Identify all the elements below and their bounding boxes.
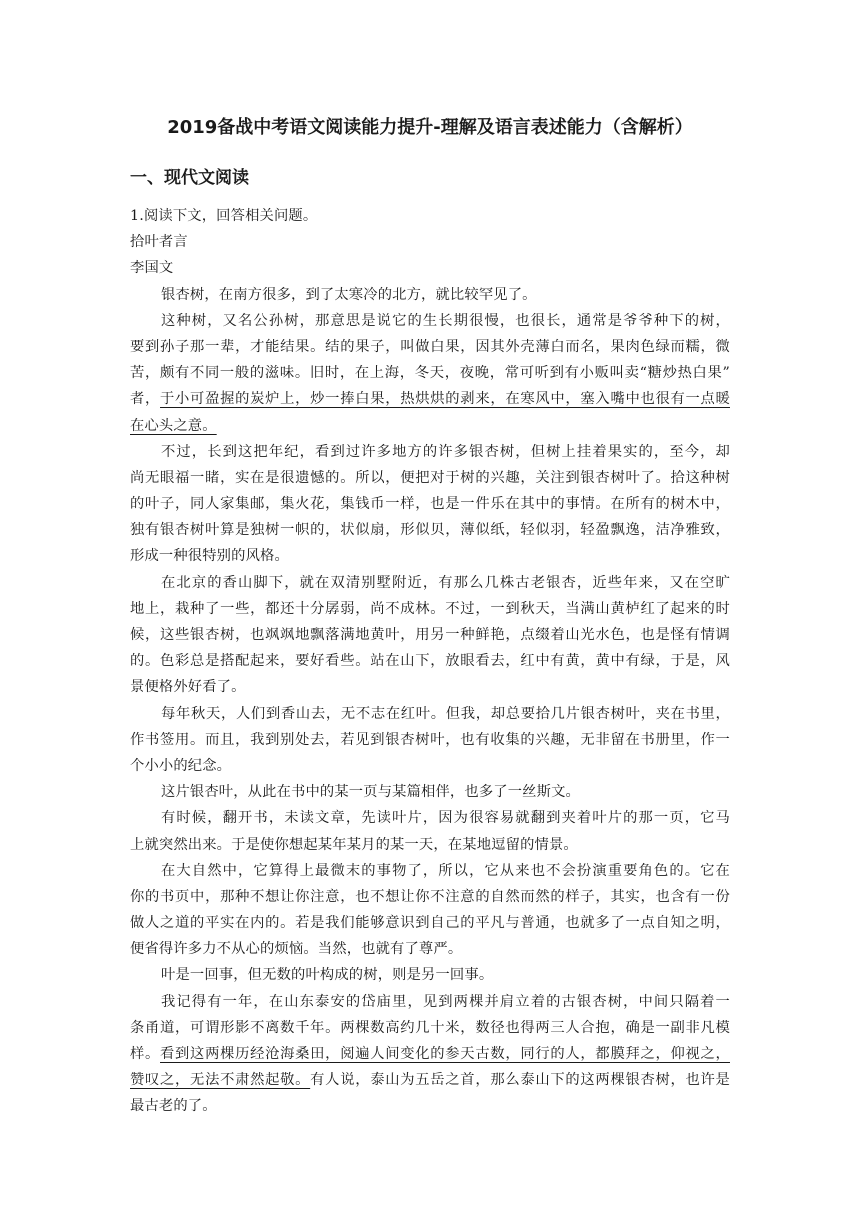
paragraph-line: 在大自然中，它算得上最微末的事物了，所以，它从来也不会扮演重要角色的。它在 bbox=[161, 862, 730, 879]
paragraph-1 bbox=[130, 282, 730, 308]
paragraph-5 bbox=[130, 701, 730, 780]
paragraph-line: 条甬道，可谓形影不离数千年。两棵数高约几十米，数径也得两三人合抱，确是一副非凡模 bbox=[130, 1019, 730, 1036]
paragraph-line: 有时候，翻开书，未读文章，先读叶片，因为很容易就翻到夹着叶片的那一页，它马 bbox=[161, 810, 730, 827]
paragraph-line: 最古老的了。 bbox=[130, 1098, 217, 1115]
paragraph-line: 银杏树，在南方很多，到了太寒冷的北方，就比较罕见了。 bbox=[161, 286, 537, 303]
paragraph-line: 候，这些银杏树，也飒飒地飘落满地黄叶，用另一种鲜艳，点缀着山光水色，也是怪有情调 bbox=[130, 627, 730, 643]
text-run: 有人说，泰山为五岳之首，那么泰山下的这两棵银杏树，也许是 bbox=[310, 1072, 730, 1089]
paragraph-line bbox=[130, 1067, 730, 1093]
paragraph-line: 我记得有一年，在山东泰安的岱庙里，见到两棵并肩立着的古银杏树，中间只隔着一 bbox=[161, 993, 730, 1010]
paragraph-line: 在北京的香山脚下，就在双清别墅附近，有那么几株古老银杏，近些年来，又在空旷 bbox=[161, 574, 730, 591]
document-title: 2019备战中考语文阅读能力提升-理解及语言表述能力（含解析） bbox=[167, 117, 693, 138]
question-prompt: 1.阅读下文，回答相关问题。 bbox=[130, 208, 318, 224]
underlined-text: 在心头之意。 bbox=[130, 417, 217, 434]
underlined-text: 看到这两棵历经沧海桑田，阅遍人间变化的参天古数，同行的人，都膜拜之，仰视之， bbox=[160, 1046, 730, 1062]
paragraph-line: 形成一种很特别的风格。 bbox=[130, 548, 289, 565]
underlined-text: 于小可盈握的炭炉上，炒一捧白果，热烘烘的剥来，在寒风中，塞入嘴中也很有一点暖 bbox=[160, 391, 730, 408]
paragraph-line: 要到孙子那一辈，才能结果。结的果子，叫做白果，因其外壳薄白而名，果肉色绿而糯，微 bbox=[130, 338, 730, 355]
paragraph-line: 你的书页中，那种不想让你注意，也不想让你不注意的自然而然的样子，其实，也含有一份 bbox=[130, 888, 730, 905]
paragraph-8 bbox=[130, 858, 730, 963]
paragraph-line: 上就突然出来。于是使你想起某年某月的某一天，在某地逗留的情景。 bbox=[130, 836, 578, 853]
paragraph-line: 的。色彩总是搭配起来，要好看些。站在山下，放眼看去，红中有黄，黄中有绿，于是，风 bbox=[130, 653, 730, 670]
underlined-text: 赞叹之，无法不肃然起敬。 bbox=[130, 1072, 311, 1089]
paragraph-line: 苦，颇有不同一般的滋味。旧时，在上海，冬天，夜晚，常可听到有小贩叫卖“糖炒热白果” bbox=[130, 365, 730, 382]
section-heading: 一、现代文阅读 bbox=[130, 168, 249, 188]
paragraph-line: 景便格外好看了。 bbox=[130, 679, 246, 696]
text-run: 者， bbox=[130, 391, 161, 408]
paragraph-line: 每年秋天，人们到香山去，无不志在红叶。但我，却总要拾几片银杏树叶，夹在书里， bbox=[161, 705, 730, 722]
paragraph-line bbox=[130, 386, 730, 412]
article-author: 李国文 bbox=[130, 260, 174, 277]
paragraph-line: 作书签用。而且，我到别处去，若见到银杏树叶，也有收集的兴趣，无非留在书册里，作一 bbox=[130, 731, 730, 748]
paragraph-line: 这片银杏叶，从此在书中的某一页与某篇相伴，也多了一丝斯文。 bbox=[161, 784, 580, 801]
paragraph-9 bbox=[130, 962, 730, 988]
paragraph-line: 独有银杏树叶算是独树一帜的，状似扇，形似贝，薄似纸，轻似羽，轻盈飘逸，洁净雅致， bbox=[130, 522, 730, 539]
paragraph-10 bbox=[130, 989, 730, 1120]
paragraph-line: 尚无眼福一睹，实在是很遗憾的。所以，便把对于树的兴趣，关注到银杏树叶了。拾这种树 bbox=[130, 469, 730, 486]
article-body bbox=[130, 203, 730, 1120]
paragraph-line bbox=[130, 413, 730, 439]
paragraph-line: 叶是一回事，但无数的叶构成的树，则是另一回事。 bbox=[161, 967, 494, 984]
paragraph-3 bbox=[130, 439, 730, 570]
paragraph-line: 便省得许多力不从心的烦恼。当然，也就有了尊严。 bbox=[130, 941, 463, 958]
paragraph-line: 个小小的纪念。 bbox=[130, 757, 232, 774]
text-run: 样。 bbox=[130, 1046, 161, 1062]
paragraph-line: 不过，长到这把年纪，看到过许多地方的许多银杏树，但树上挂着果实的，至今，却 bbox=[161, 443, 730, 460]
paragraph-2 bbox=[130, 308, 730, 439]
paragraph-line bbox=[130, 1041, 730, 1067]
paragraph-line: 的叶子，同人家集邮，集火花，集钱币一样，也是一件乐在其中的事情。在所有的树木中， bbox=[130, 496, 730, 513]
article-title: 拾叶者言 bbox=[130, 234, 188, 251]
paragraph-line: 做人之道的平实在内的。若是我们能够意识到自己的平凡与普通，也就多了一点自知之明， bbox=[130, 915, 730, 932]
paragraph-4 bbox=[130, 570, 730, 701]
paragraph-7 bbox=[130, 805, 730, 857]
paragraph-line: 地上，栽种了一些，都还十分孱弱，尚不成林。不过，一到秋天，当满山黄栌红了起来的时 bbox=[130, 600, 730, 617]
paragraph-line: 这种树，又名公孙树，那意思是说它的生长期很慢，也很长，通常是爷爷种下的树， bbox=[161, 312, 730, 329]
paragraph-6 bbox=[130, 779, 730, 805]
